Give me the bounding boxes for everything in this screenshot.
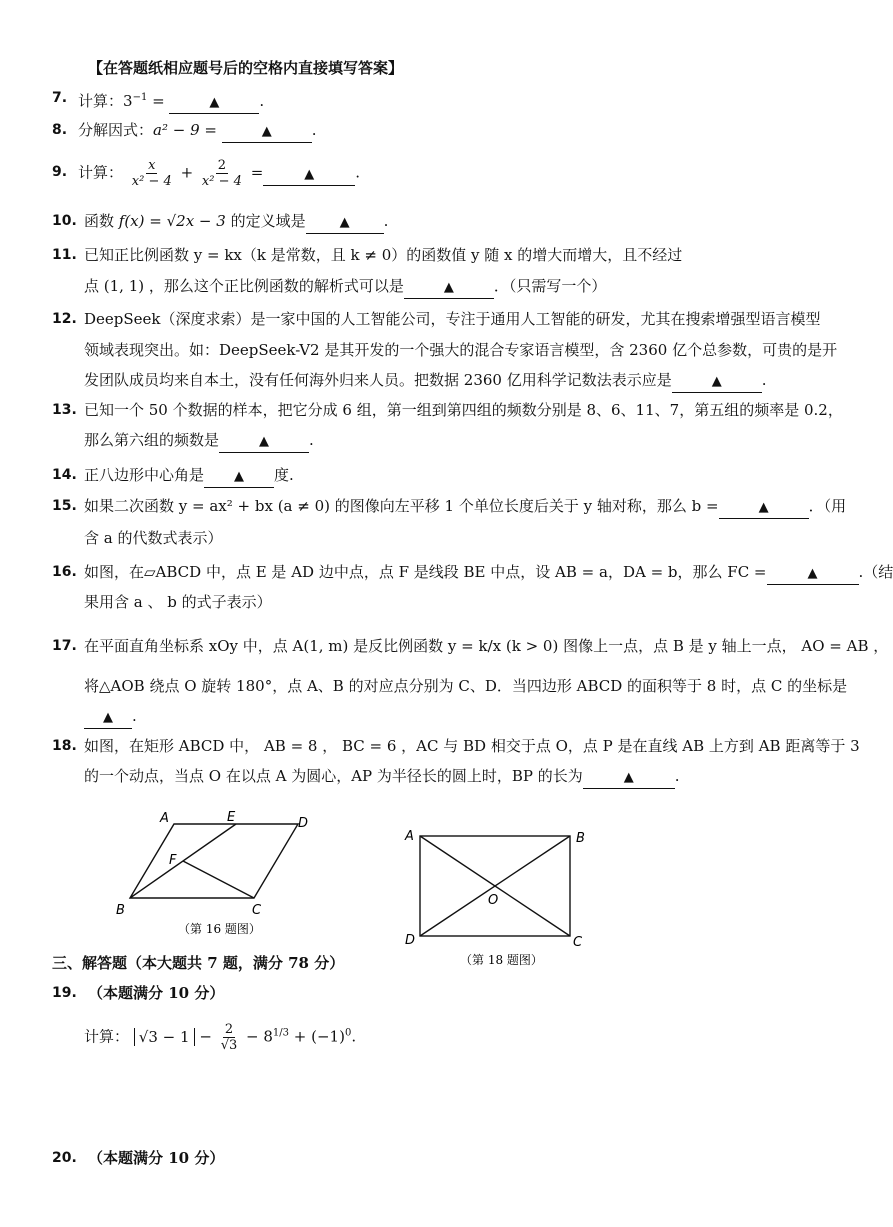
label-f: F xyxy=(169,853,177,868)
figure-18-rectangle xyxy=(400,822,600,970)
answer-blank[interactable] xyxy=(404,276,494,299)
answer-blank[interactable] xyxy=(169,91,259,114)
answer-blank[interactable] xyxy=(219,430,309,453)
answer-blank[interactable] xyxy=(222,120,312,143)
answer-blank[interactable] xyxy=(84,706,132,729)
answer-blank[interactable] xyxy=(204,465,274,488)
label-b: B xyxy=(576,831,585,846)
answer-blank[interactable] xyxy=(672,370,762,393)
parallelogram-abcd xyxy=(130,824,298,898)
label-e: E xyxy=(227,810,236,825)
figure-16-parallelogram xyxy=(110,808,330,938)
label-c: C xyxy=(573,935,583,950)
section-3-heading: 三、解答题（本大题共 7 题，满分 78 分） xyxy=(52,954,345,972)
question-number: 7. xyxy=(52,90,68,106)
label-c: C xyxy=(252,903,262,918)
segment-fc xyxy=(183,861,254,898)
label-d: D xyxy=(405,933,416,948)
figure-18-caption: （第 18 题图） xyxy=(460,953,543,967)
label-a: A xyxy=(405,829,414,844)
answer-blank[interactable] xyxy=(263,163,355,186)
answer-blank[interactable] xyxy=(767,562,859,585)
answer-blank[interactable] xyxy=(306,211,384,234)
answer-blank[interactable] xyxy=(583,766,675,789)
figure-16-caption: （第 16 题图） xyxy=(178,922,261,936)
label-d: D xyxy=(298,816,309,831)
label-o: O xyxy=(488,893,499,908)
label-a: A xyxy=(160,811,169,826)
label-b: B xyxy=(116,903,125,918)
instruction-header: 【在答题纸相应题号后的空格内直接填写答案】 xyxy=(88,59,404,77)
answer-blank[interactable] xyxy=(719,496,809,519)
